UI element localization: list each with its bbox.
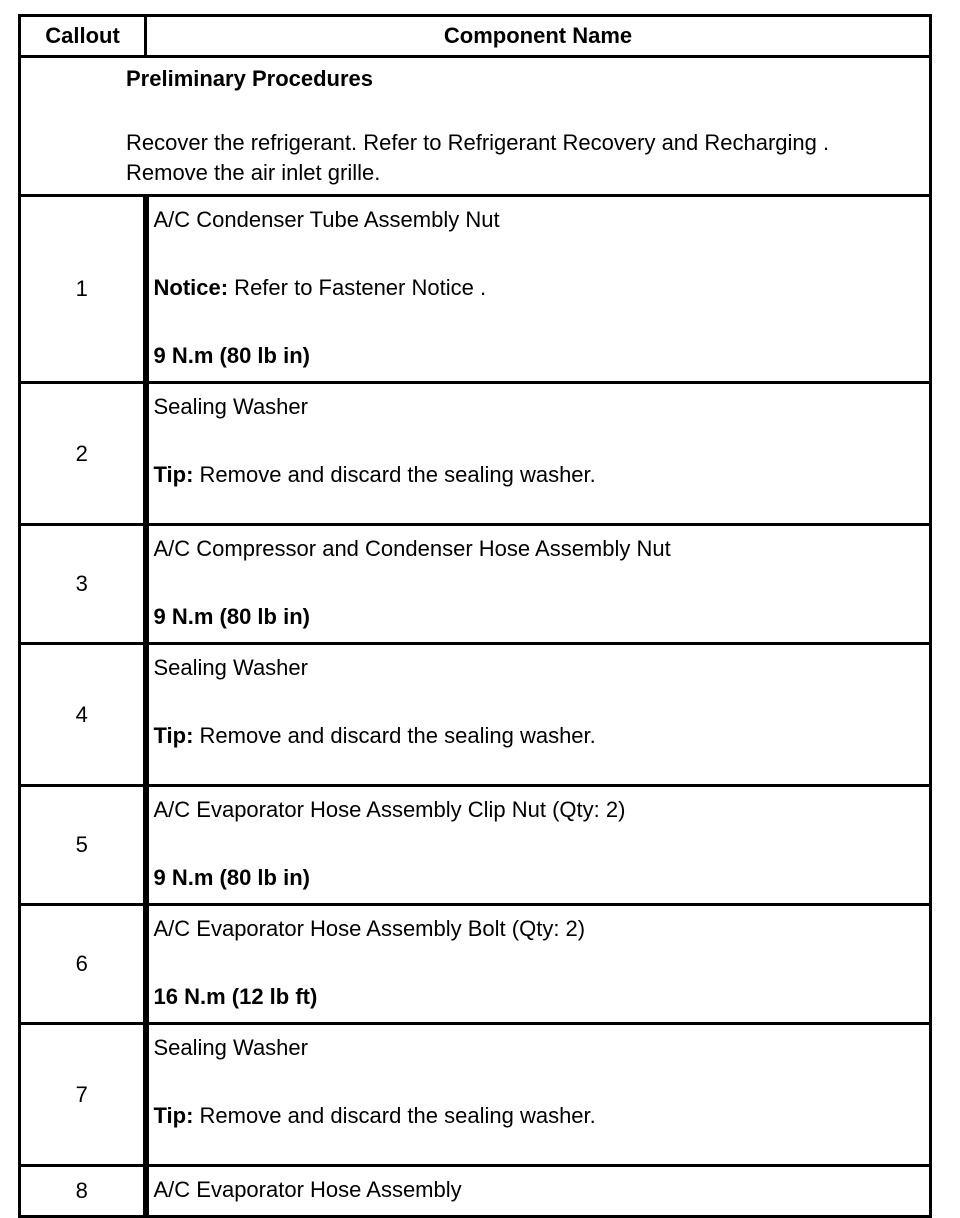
note-text: Remove and discard the sealing washer. [193,723,596,748]
component-cell [146,1024,931,1166]
note-text: Remove and discard the sealing washer. [193,1103,596,1128]
component-cell [146,786,931,905]
component-cell [146,525,931,644]
component-cell [146,1166,931,1217]
callout-table [18,14,932,1218]
callout-number: 8 [20,1166,146,1217]
component-note [154,719,924,753]
preliminary-cell [20,57,931,196]
note-label: Notice: [153,275,229,300]
component-name: Sealing Washer [153,1035,308,1060]
preliminary-row [20,57,931,196]
component-name: A/C Evaporator Hose Assembly [153,1177,462,1202]
table-row [20,196,931,383]
header-row [20,16,931,57]
preliminary-title: Preliminary Procedures [126,66,374,91]
note-label: Tip: [153,1103,194,1128]
header-component-name: Component Name [146,16,931,57]
note-text: Remove and discard the sealing washer. [193,462,596,487]
callout-number: 5 [20,786,146,905]
component-cell [146,196,931,383]
header-callout: Callout [20,16,146,57]
component-name: Sealing Washer [153,655,308,680]
callout-number: 2 [20,383,146,525]
component-name: A/C Compressor and Condenser Hose Assembly Nut [153,536,671,561]
component-cell [146,383,931,525]
component-note [154,1099,924,1133]
component-name: A/C Condenser Tube Assembly Nut [153,207,500,232]
callout-number: 7 [20,1024,146,1166]
component-name: Sealing Washer [153,394,308,419]
component-name: A/C Evaporator Hose Assembly Clip Nut (Qty: 2) [153,797,626,822]
table-row [20,1024,931,1166]
table-row [20,644,931,786]
table-row [20,905,931,1024]
component-cell [146,905,931,1024]
component-cell [146,644,931,786]
callout-number: 4 [20,644,146,786]
callout-number: 6 [20,905,146,1024]
preliminary-line-2: Remove the air inlet grille. [126,160,381,185]
table-row [20,525,931,644]
note-label: Tip: [153,723,194,748]
table-row [20,786,931,905]
component-note [154,271,924,305]
table-row [20,1166,931,1217]
torque-spec: 9 N.m (80 lb in) [153,604,310,629]
component-note [154,458,924,492]
torque-spec: 9 N.m (80 lb in) [153,343,310,368]
note-label: Tip: [153,462,194,487]
note-text: Refer to Fastener Notice . [228,275,487,300]
preliminary-line-1: Recover the refrigerant. Refer to Refrigerant Recovery and Recharging . [126,130,830,155]
table-row [20,383,931,525]
torque-spec: 16 N.m (12 lb ft) [153,984,318,1009]
callout-number: 1 [20,196,146,383]
callout-number: 3 [20,525,146,644]
torque-spec: 9 N.m (80 lb in) [153,865,310,890]
component-name: A/C Evaporator Hose Assembly Bolt (Qty: 2) [153,916,586,941]
